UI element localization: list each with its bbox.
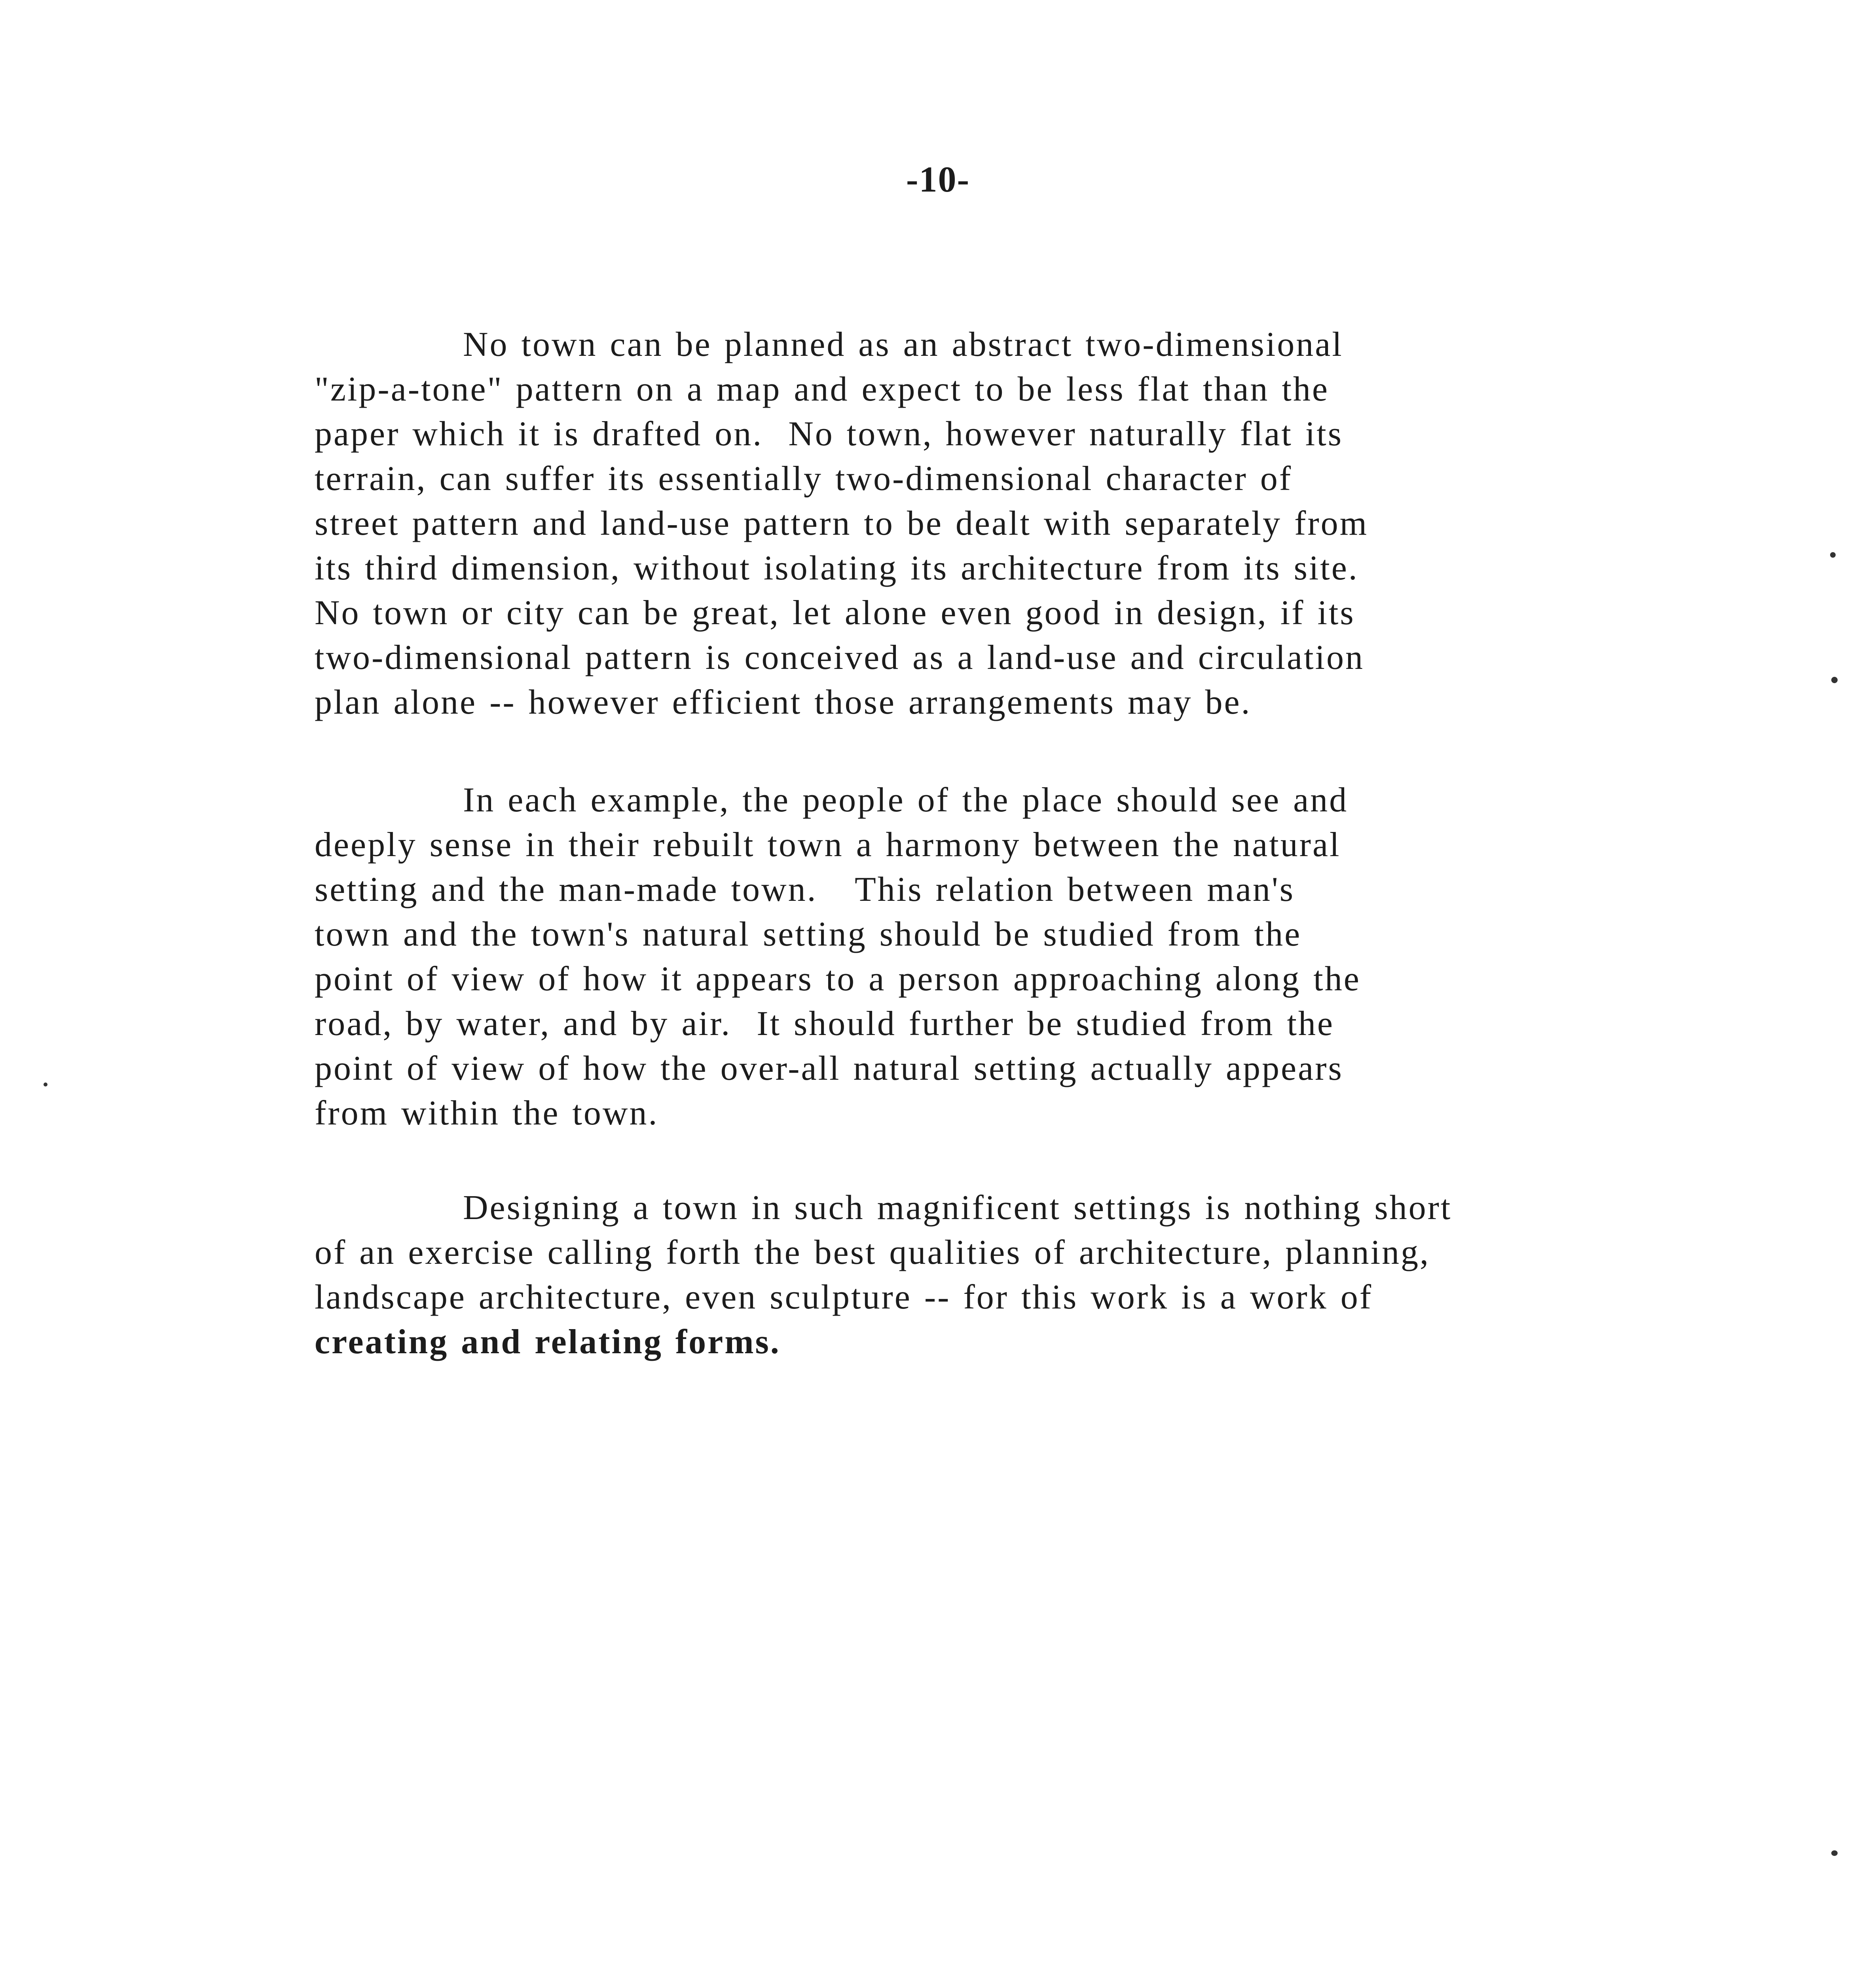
paragraph-line: its third dimension, without isolating its architecture from its site. [315, 549, 1359, 587]
paragraph-line: point of view of how it appears to a person approaching along the [315, 960, 1361, 998]
paragraph-line: In each example, the people of the place should see and [463, 781, 1349, 819]
paragraph-line: Designing a town in such magnificent settings is nothing short [463, 1189, 1452, 1227]
paragraph-line: point of view of how the over-all natural setting actually appears [315, 1049, 1343, 1088]
scan-speck [44, 1083, 47, 1086]
paragraph-line: "zip-a-tone" pattern on a map and expect to be less flat than the [315, 370, 1329, 408]
paragraph-line: plan alone -- however efficient those arrangements may be. [315, 683, 1252, 722]
paragraph-line: of an exercise calling forth the best qualities of architecture, planning, [315, 1233, 1430, 1272]
paragraph-line: landscape architecture, even sculpture -- for this work is a work of [315, 1278, 1373, 1316]
paragraph-line: No town or city can be great, let alone even good in design, if its [315, 594, 1355, 632]
paragraph-line: town and the town's natural setting should be studied from the [315, 915, 1302, 953]
page-number: -10- [906, 159, 970, 199]
paragraph-line: road, by water, and by air. It should further be studied from the [315, 1005, 1334, 1043]
paragraph-line: street pattern and land-use pattern to be dealt with separately from [315, 504, 1369, 543]
paragraph-line: deeply sense in their rebuilt town a harmony between the natural [315, 826, 1341, 864]
paragraph-line: setting and the man-made town. This relation between man's [315, 870, 1295, 909]
paragraph-line: creating and relating forms. [315, 1323, 781, 1361]
paragraph-line: paper which it is drafted on. No town, however naturally flat its [315, 415, 1343, 453]
paragraph-line: No town can be planned as an abstract two-dimensional [463, 325, 1343, 364]
paragraph-line: terrain, can suffer its essentially two-dimensional character of [315, 460, 1293, 498]
scan-speck [1831, 677, 1838, 683]
paragraph-line: two-dimensional pattern is conceived as a land-use and circulation [315, 638, 1364, 677]
paragraph-line: from within the town. [315, 1094, 659, 1132]
scan-speck [1830, 552, 1836, 558]
scan-speck [1831, 1850, 1838, 1856]
